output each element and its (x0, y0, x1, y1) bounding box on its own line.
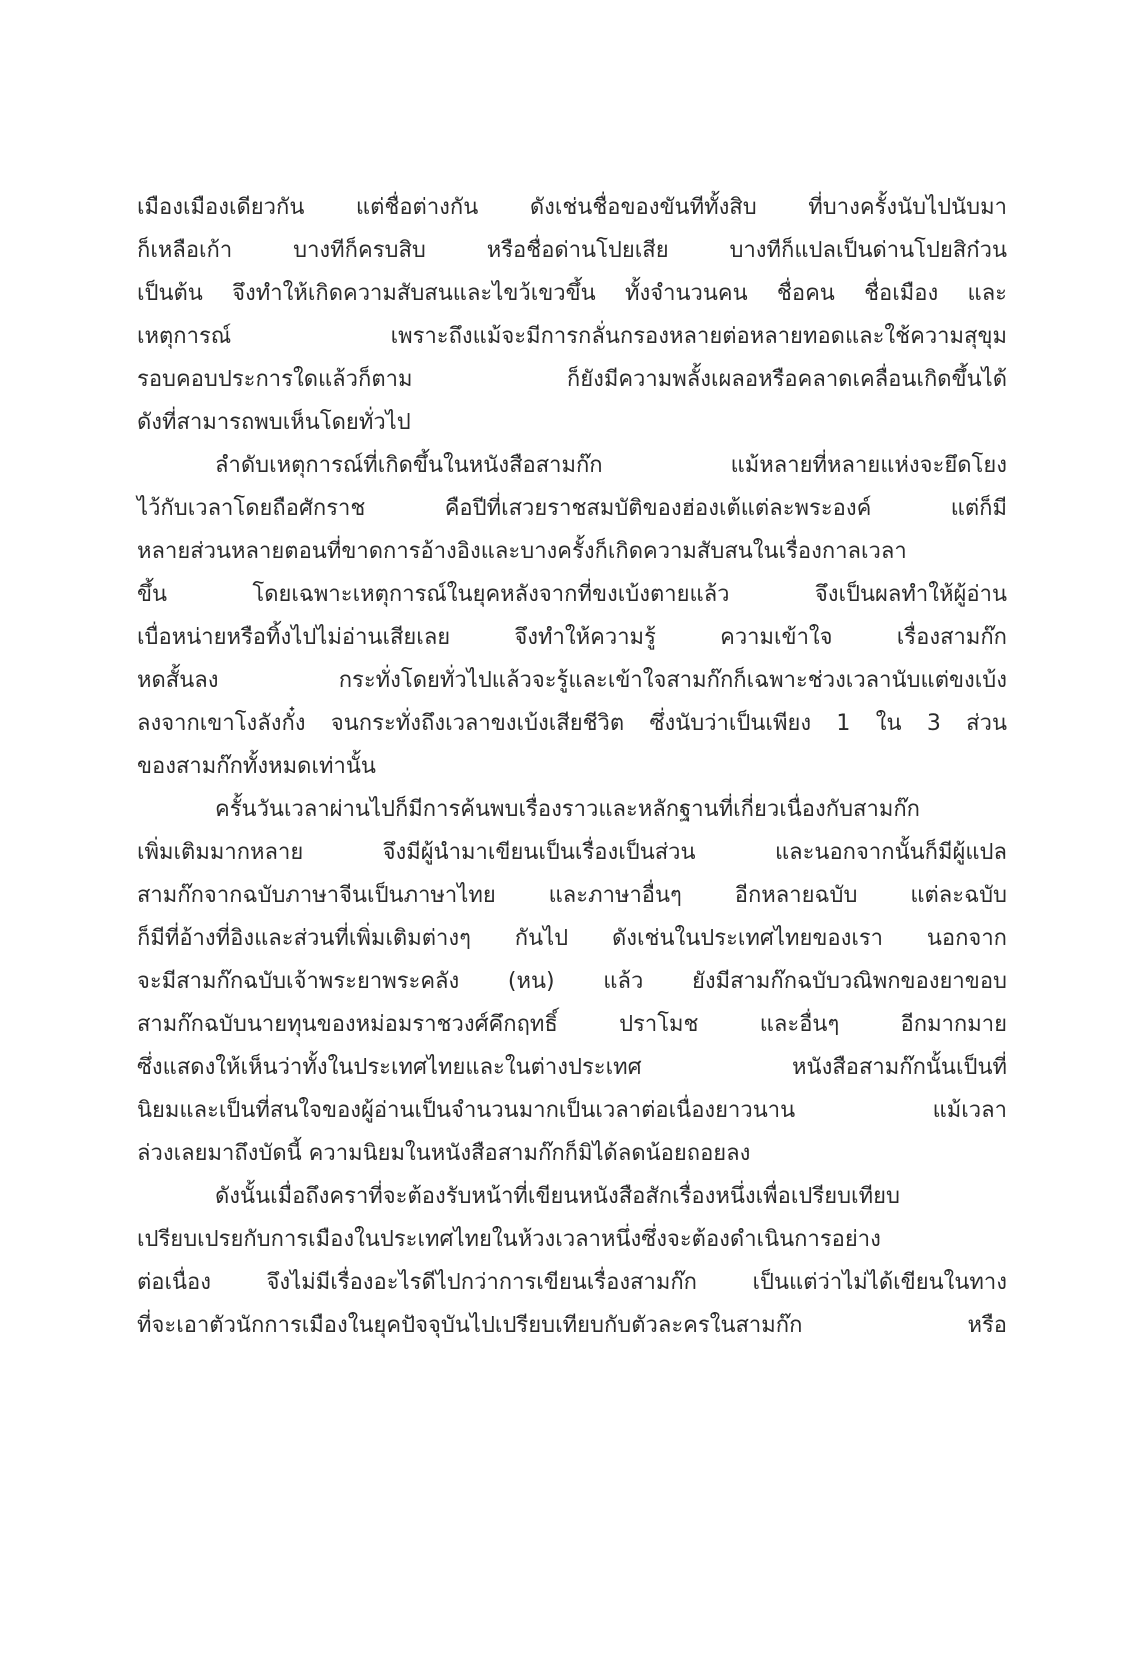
text-line: สามก๊กฉบับนายทุนของหม่อมราชวงศ์คึกฤทธิ์ ปราโมช และอื่นๆ อีกมากมาย (137, 1012, 1007, 1037)
text-line: ดังที่สามารถพบเห็นโดยทั่วไป (137, 410, 411, 435)
text-line: เหตุการณ์ เพราะถึงแม้จะมีการกลั่นกรองหลายต่อหลายทอดและใช้ความสุขุม (137, 324, 1007, 349)
text-line: ต่อเนื่อง จึงไม่มีเรื่องอะไรดีไปกว่าการเขียนเรื่องสามก๊ก เป็นแต่ว่าไม่ได้เขียนในทาง (137, 1270, 1007, 1295)
paragraph-first-line: ดังนั้นเมื่อถึงคราที่จะต้องรับหน้าที่เขียนหนังสือสักเรื่องหนึ่งเพื่อเปรียบเทียบ (215, 1184, 900, 1209)
text-line: เบื่อหน่ายหรือทิ้งไปไม่อ่านเสียเลย จึงทำให้ความรู้ ความเข้าใจ เรื่องสามก๊ก (137, 625, 1007, 650)
paragraph-first-line: ครั้นวันเวลาผ่านไปก็มีการค้นพบเรื่องราวและหลักฐานที่เกี่ยวเนื่องกับสามก๊ก (215, 797, 920, 822)
text-line: ซึ่งแสดงให้เห็นว่าทั้งในประเทศไทยและในต่างประเทศ หนังสือสามก๊กนั้นเป็นที่ (137, 1055, 1007, 1080)
text-line: สามก๊กจากฉบับภาษาจีนเป็นภาษาไทย และภาษาอื่นๆ อีกหลายฉบับ แต่ละฉบับ (137, 883, 1007, 908)
text-line: ที่จะเอาตัวนักการเมืองในยุคปัจจุบันไปเปรียบเทียบกับตัวละครในสามก๊ก หรือ (137, 1313, 1007, 1338)
text-line: เพิ่มเติมมากหลาย จึงมีผู้นำมาเขียนเป็นเรื่องเป็นส่วน และนอกจากนั้นก็มีผู้แปล (137, 840, 1007, 865)
text-line: หลายส่วนหลายตอนที่ขาดการอ้างอิงและบางครั้งก็เกิดความสับสนในเรื่องกาลเวลา (137, 539, 907, 564)
text-line: ไว้กับเวลาโดยถือศักราช คือปีที่เสวยราชสมบัติของฮ่องเต้แต่ละพระองค์ แต่ก็มี (137, 496, 1007, 521)
text-line: ของสามก๊กทั้งหมดเท่านั้น (137, 754, 376, 779)
text-line: นิยมและเป็นที่สนใจของผู้อ่านเป็นจำนวนมากเป็นเวลาต่อเนื่องยาวนาน แม้เวลา (137, 1098, 1007, 1123)
text-line: ก็เหลือเก้า บางทีก็ครบสิบ หรือชื่อด่านโปยเสีย บางทีก็แปลเป็นด่านโปยสิก๋วน (137, 238, 1007, 263)
paragraph-first-line: ลำดับเหตุการณ์ที่เกิดขึ้นในหนังสือสามก๊ก แม้หลายที่หลายแห่งจะยึดโยง (215, 453, 1007, 478)
text-line: ก็มีที่อ้างที่อิงและส่วนที่เพิ่มเติมต่างๆ กันไป ดังเช่นในประเทศไทยของเรา นอกจาก (137, 926, 1007, 951)
text-line: หดสั้นลง กระทั่งโดยทั่วไปแล้วจะรู้และเข้าใจสามก๊กก็เฉพาะช่วงเวลานับแต่ขงเบ้ง (137, 668, 1007, 693)
text-line: เมืองเมืองเดียวกัน แต่ชื่อต่างกัน ดังเช่นชื่อของขันทีทั้งสิบ ที่บางครั้งนับไปนับมา (137, 195, 1007, 220)
text-line: ล่วงเลยมาถึงบัดนี้ ความนิยมในหนังสือสามก๊กก็มิได้ลดน้อยถอยลง (137, 1141, 751, 1166)
text-line: ลงจากเขาโงลังกั๋ง จนกระทั่งถึงเวลาขงเบ้งเสียชีวิต ซึ่งนับว่าเป็นเพียง 1 ใน 3 ส่วน (137, 711, 1007, 736)
text-line: เป็นต้น จึงทำให้เกิดความสับสนและไขว้เขวขึ้น ทั้งจำนวนคน ชื่อคน ชื่อเมือง และ (137, 281, 1007, 306)
text-line: จะมีสามก๊กฉบับเจ้าพระยาพระคลัง (หน) แล้ว ยังมีสามก๊กฉบับวณิพกของยาขอบ (137, 969, 1007, 994)
body-text (137, 186, 1007, 1347)
text-line: ขึ้น โดยเฉพาะเหตุการณ์ในยุคหลังจากที่ขงเบ้งตายแล้ว จึงเป็นผลทำให้ผู้อ่าน (137, 582, 1007, 607)
text-line: รอบคอบประการใดแล้วก็ตาม ก็ยังมีความพลั้งเผลอหรือคลาดเคลื่อนเกิดขึ้นได้ (137, 367, 1007, 392)
text-line: เปรียบเปรยกับการเมืองในประเทศไทยในห้วงเวลาหนึ่งซึ่งจะต้องดำเนินการอย่าง (137, 1227, 881, 1252)
